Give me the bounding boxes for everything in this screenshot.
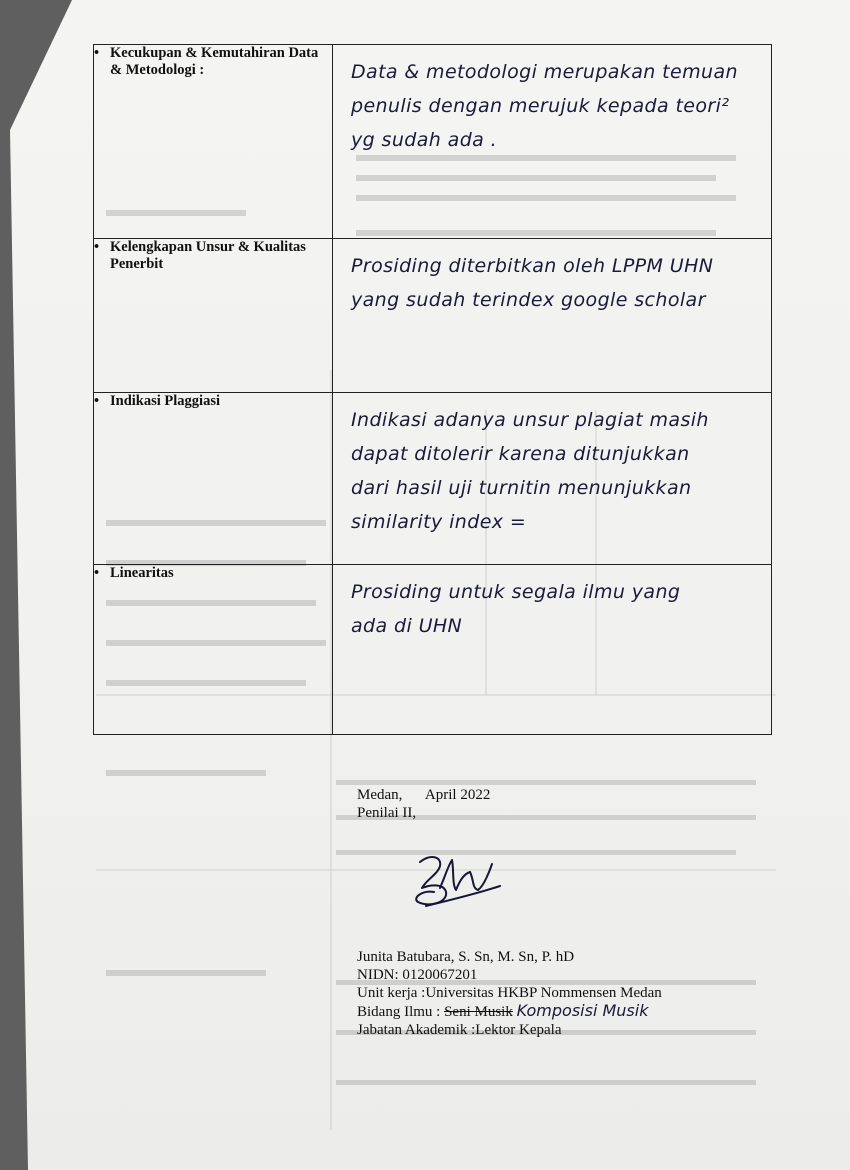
bullet-icon: •: [94, 393, 100, 409]
handwritten-line: yg sudah ada .: [351, 129, 498, 151]
criteria-cell: [94, 393, 333, 565]
field-label: Bidang Ilmu :: [357, 1004, 445, 1020]
handwritten-line: similarity index =: [351, 511, 527, 533]
table-row: [94, 393, 772, 565]
handwritten-line: Prosiding untuk segala ilmu yang: [351, 581, 681, 603]
handwritten-signature: [400, 840, 510, 915]
bullet-icon: •: [94, 45, 100, 61]
criteria-cell: [94, 239, 333, 393]
reviewer-name: Junita Batubara, S. Sn, M. Sn, P. hD: [357, 949, 575, 965]
place: Medan,: [357, 787, 403, 803]
criteria-label: Indikasi Plaggiasi: [110, 393, 220, 409]
table-row: [94, 45, 772, 239]
reviewer-role: Penilai II,: [357, 805, 417, 821]
handwritten-answer-cell: [333, 239, 772, 393]
reviewer-nidn: NIDN: 0120067201: [357, 967, 478, 983]
criteria-label: Linearitas: [110, 565, 174, 581]
table-row: [94, 239, 772, 393]
handwritten-answer-cell: [333, 393, 772, 565]
handwritten-line: penulis dengan merujuk kepada teori²: [351, 95, 730, 117]
review-table: [93, 44, 772, 735]
criteria-label: Kelengkapan Unsur & Kualitas Penerbit: [110, 239, 306, 272]
bullet-icon: •: [94, 565, 100, 581]
handwritten-answer-cell: [333, 565, 772, 735]
criteria-cell: [94, 45, 333, 239]
bullet-icon: •: [94, 239, 100, 255]
handwritten-line: dapat ditolerir karena ditunjukkan: [351, 443, 690, 465]
handwritten-line: Data & metodologi merupakan temuan: [351, 61, 738, 83]
handwritten-line: Prosiding diterbitkan oleh LPPM UHN: [351, 255, 714, 277]
handwritten-line: dari hasil uji turnitin menunjukkan: [351, 477, 692, 499]
table-row: [94, 565, 772, 735]
handwritten-line: yang sudah terindex google scholar: [351, 289, 706, 311]
criteria-label: Kecukupan & Kemutahiran Data & Metodologi :: [110, 45, 319, 78]
field-handwritten-value: Komposisi Musik: [516, 1001, 649, 1020]
criteria-cell: [94, 565, 333, 735]
handwritten-line: Indikasi adanya unsur plagiat masih: [351, 409, 709, 431]
handwritten-answer-cell: [333, 45, 772, 239]
date: April 2022: [424, 787, 491, 803]
reviewer-position: Jabatan Akademik :Lektor Kepala: [357, 1022, 562, 1038]
handwritten-line: ada di UHN: [351, 615, 463, 637]
field-struck-value: Seni Musik: [444, 1004, 513, 1020]
reviewer-unit: Unit kerja :Universitas HKBP Nommensen Medan: [357, 985, 662, 1001]
